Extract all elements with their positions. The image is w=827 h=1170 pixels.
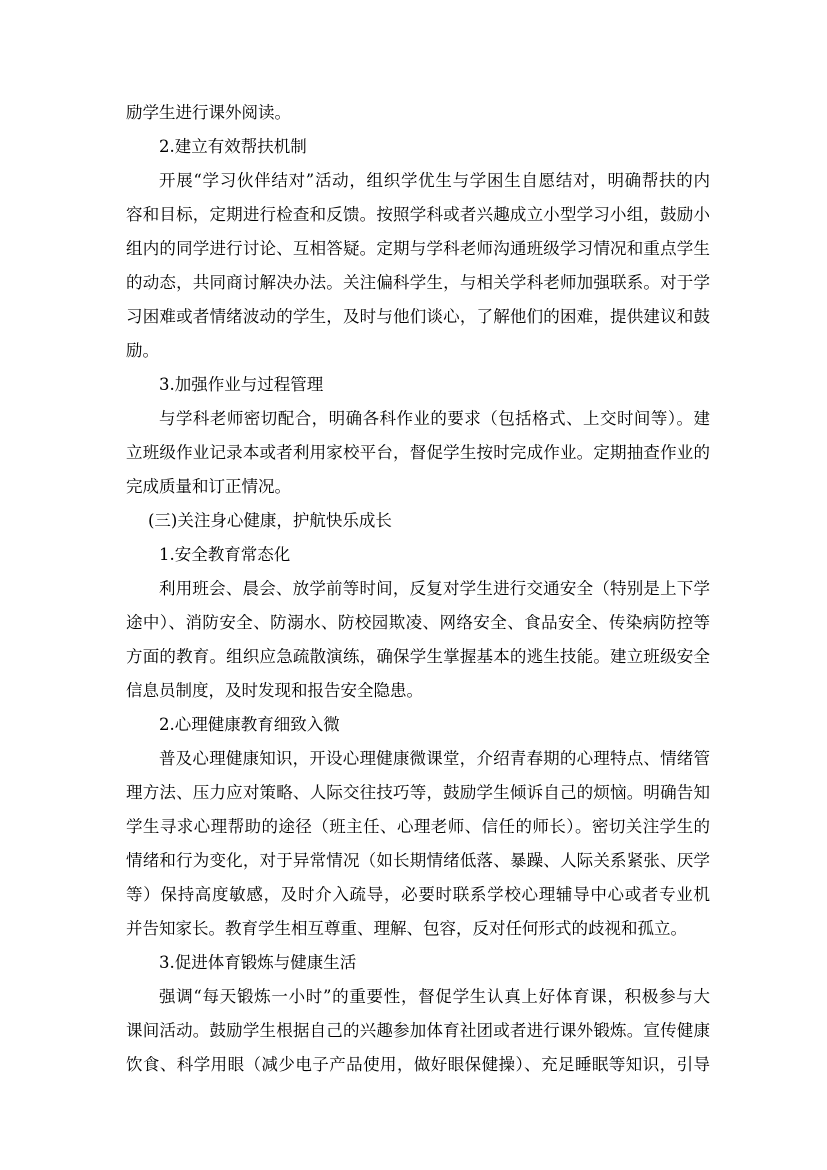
paragraph-line: 情绪和行为变化，对于异常情况（如长期情绪低落、暴躁、人际关系紧张、厌学 [126,851,710,870]
paragraph-line: 并告知家长。教育学生相互尊重、理解、包容，反对任何形式的歧视和孤立。 [126,919,687,938]
paragraph-line: 习困难或者情绪波动的学生，及时与他们谈心，了解他们的困难，提供建议和鼓 [126,307,710,326]
subsection-heading: 3.促进体育锻炼与健康生活 [159,953,357,972]
document-page [126,96,710,1082]
paragraph-line: 课间活动。鼓励学生根据自己的兴趣参加体育社团或者进行课外锻炼。宣传健康 [126,1021,710,1040]
subsection-heading: 2.建立有效帮扶机制 [159,137,307,156]
paragraph-line: 立班级作业记录本或者利用家校平台，督促学生按时完成作业。定期抽查作业的 [126,443,710,462]
paragraph-line: 途中）、消防安全、防溺水、防校园欺凌、网络安全、食品安全、传染病防控等 [126,613,710,632]
paragraph-line: 励。 [126,341,159,360]
paragraph-line: 饮食、科学用眼（减少电子产品使用，做好眼保健操）、充足睡眠等知识，引导 [126,1055,710,1074]
section-heading: (三)关注身心健康，护航快乐成长 [148,511,392,530]
subsection-heading: 2.心理健康教育细致入微 [159,715,340,734]
paragraph-line: 开展“学习伙伴结对”活动，组织学优生与学困生自愿结对，明确帮扶的内 [159,171,710,190]
paragraph-line: 组内的同学进行讨论、互相答疑。定期与学科老师沟通班级学习情况和重点学生 [126,239,710,258]
subsection-heading: 1.安全教育常态化 [159,545,291,564]
paragraph-line: 理方法、压力应对策略、人际交往技巧等，鼓励学生倾诉自己的烦恼。明确告知 [126,783,710,802]
paragraph-line: 励学生进行课外阅读。 [126,103,291,122]
paragraph-line: 学生寻求心理帮助的途径（班主任、心理老师、信任的师长）。密切关注学生的 [126,817,710,836]
paragraph-line: 等）保持高度敏感，及时介入疏导，必要时联系学校心理辅导中心或者专业机 [126,885,710,904]
paragraph-line: 的动态，共同商讨解决办法。关注偏科学生，与相关学科老师加强联系。对于学 [126,273,710,292]
paragraph-line: 与学科老师密切配合，明确各科作业的要求（包括格式、上交时间等）。建 [159,409,710,428]
paragraph-line: 完成质量和订正情况。 [126,477,291,496]
paragraph-line: 普及心理健康知识，开设心理健康微课堂，介绍青春期的心理特点、情绪管 [159,749,710,768]
paragraph-line: 方面的教育。组织应急疏散演练，确保学生掌握基本的逃生技能。建立班级安全 [126,647,710,666]
paragraph-line: 利用班会、晨会、放学前等时间，反复对学生进行交通安全（特别是上下学 [159,579,710,598]
paragraph-line: 强调“每天锻炼一小时”的重要性，督促学生认真上好体育课，积极参与大 [159,987,710,1006]
paragraph-line: 信息员制度，及时发现和报告安全隐患。 [126,681,423,700]
paragraph-line: 容和目标，定期进行检查和反馈。按照学科或者兴趣成立小型学习小组，鼓励小 [126,205,710,224]
subsection-heading: 3.加强作业与过程管理 [159,375,324,394]
